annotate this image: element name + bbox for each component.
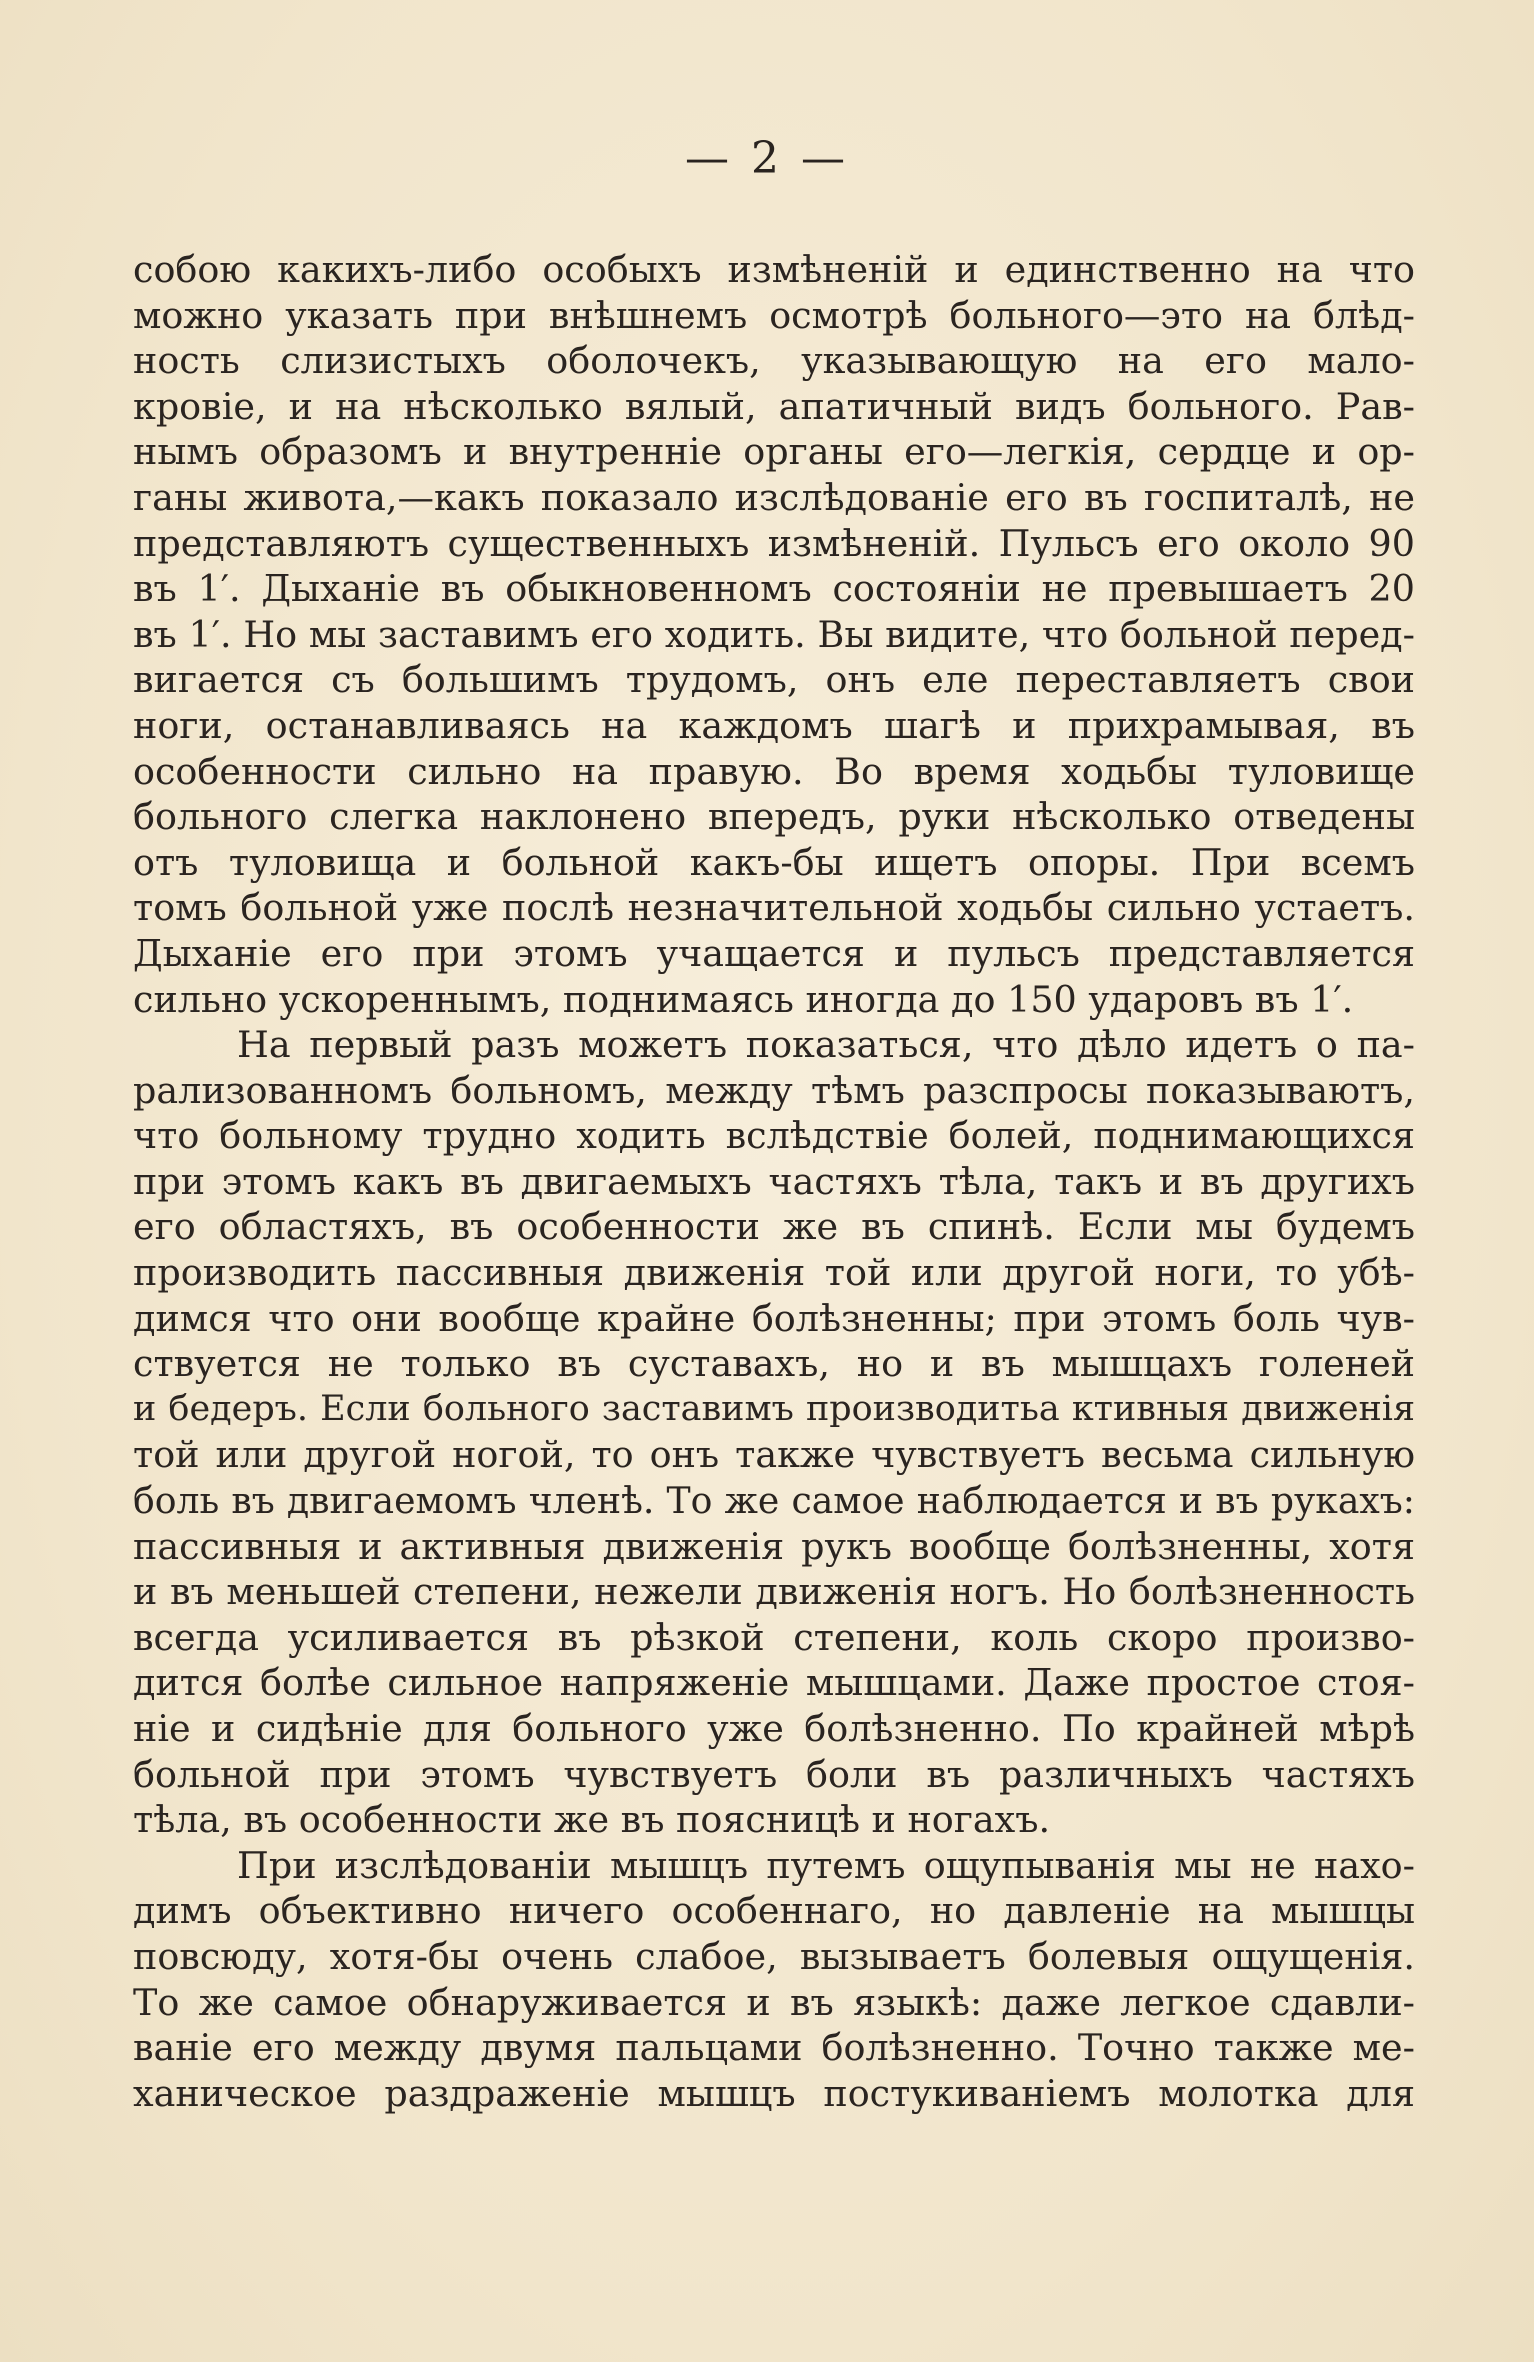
text-line: сильно ускореннымъ, поднимаясь иногда до 150 ударовъ въ 1′. [133, 977, 1354, 1021]
text-line: ноги, останавливаясь на каждомъ шагѣ и прихрамывая, въ [133, 703, 1415, 747]
text-line: собою какихъ-либо особыхъ измѣненій и единственно на что [133, 248, 1415, 291]
page-number: — 2 — [685, 133, 849, 184]
text-line: и въ меньшей степени, нежели движенія ногъ. Но болѣзненность [133, 1570, 1415, 1614]
text-line: въ 1′. Дыханіе въ обыкновенномъ состояніи не превышаетъ 20 [133, 567, 1415, 611]
body-text [133, 247, 1415, 2116]
text-line: ваніе его между двумя пальцами болѣзненно. Точно также ме- [133, 2026, 1415, 2070]
text-line: что больному трудно ходить вслѣдствіе болей, поднимающихся [133, 1114, 1415, 1158]
text-line: вигается съ большимъ трудомъ, онъ еле переставляетъ свои [133, 658, 1415, 702]
text-line: особенности сильно на правую. Во время ходьбы туловище [133, 749, 1415, 793]
text-line: кровіе, и на нѣсколько вялый, апатичный видъ больного. Рав- [133, 384, 1415, 428]
text-line: томъ больной уже послѣ незначительной ходьбы сильно устаетъ. [133, 886, 1415, 930]
text-line: можно указать при внѣшнемъ осмотрѣ больного—это на блѣд- [133, 293, 1415, 337]
text-line: той или другой ногой, то онъ также чувствуетъ весьма сильную [133, 1433, 1415, 1477]
text-line: боль въ двигаемомъ членѣ. То же самое наблюдается и въ рукахъ: [133, 1479, 1415, 1523]
text-line: димъ объективно ничего особеннаго, но давленіе на мышцы [133, 1889, 1415, 1933]
text-line: пассивныя и активныя движенія рукъ вообще болѣзненны, хотя [133, 1524, 1415, 1568]
text-line: димся что они вообще крайне болѣзненны; при этомъ боль чув- [133, 1296, 1415, 1340]
text-line: тѣла, въ особенности же въ поясницѣ и ногахъ. [133, 1798, 1051, 1842]
text-line: всегда усиливается въ рѣзкой степени, коль скоро произво- [133, 1615, 1415, 1659]
text-line: дится болѣе сильное напряженіе мышцами. Даже простое стоя- [133, 1661, 1415, 1705]
text-line: больной при этомъ чувствуетъ боли въ различныхъ частяхъ [133, 1752, 1415, 1796]
text-line: На первый разъ можетъ показаться, что дѣло идетъ о па- [237, 1023, 1415, 1067]
text-line: нымъ образомъ и внутренніе органы его—легкія, сердце и ор- [133, 430, 1415, 474]
text-line: ніе и сидѣніе для больного уже болѣзненно. По крайней мѣрѣ [133, 1707, 1415, 1750]
text-line: При изслѣдованіи мышцъ путемъ ощупыванія мы не нахо- [237, 1843, 1415, 1887]
text-line: То же самое обнаруживается и въ языкѣ: даже легкое сдавли- [133, 1980, 1415, 2024]
text-line: представляютъ существенныхъ измѣненій. Пульсъ его около 90 [133, 521, 1415, 565]
text-line: его областяхъ, въ особенности же въ спинѣ. Если мы будемъ [133, 1205, 1415, 1249]
text-line: производить пассивныя движенія той или другой ноги, то убѣ- [133, 1251, 1415, 1295]
text-line: и бедеръ. Если больного заставимъ производитьа ктивныя движенія [133, 1388, 1415, 1429]
text-line: въ 1′. Но мы заставимъ его ходить. Вы видите, что больной перед- [133, 612, 1415, 656]
text-line: при этомъ какъ въ двигаемыхъ частяхъ тѣла, такъ и въ другихъ [133, 1159, 1415, 1203]
text-line: Дыханіе его при этомъ учащается и пульсъ представляется [133, 931, 1415, 975]
text-line: ганы живота,—какъ показало изслѣдованіе его въ госпиталѣ, не [133, 475, 1415, 519]
text-line: рализованномъ больномъ, между тѣмъ разспросы показываютъ, [133, 1068, 1415, 1112]
text-line: больного слегка наклонено впередъ, руки нѣсколько отведены [133, 795, 1415, 839]
text-line: ность слизистыхъ оболочекъ, указывающую на его мало- [133, 339, 1415, 383]
text-line: отъ туловища и больной какъ-бы ищетъ опоры. При всемъ [133, 840, 1415, 884]
text-line: ствуется не только въ суставахъ, но и въ мышцахъ голеней [133, 1342, 1415, 1386]
text-line: ханическое раздраженіе мышцъ постукиваніемъ молотка для [133, 2071, 1415, 2115]
text-line: повсюду, хотя-бы очень слабое, вызываетъ болевыя ощущенія. [133, 1934, 1415, 1978]
